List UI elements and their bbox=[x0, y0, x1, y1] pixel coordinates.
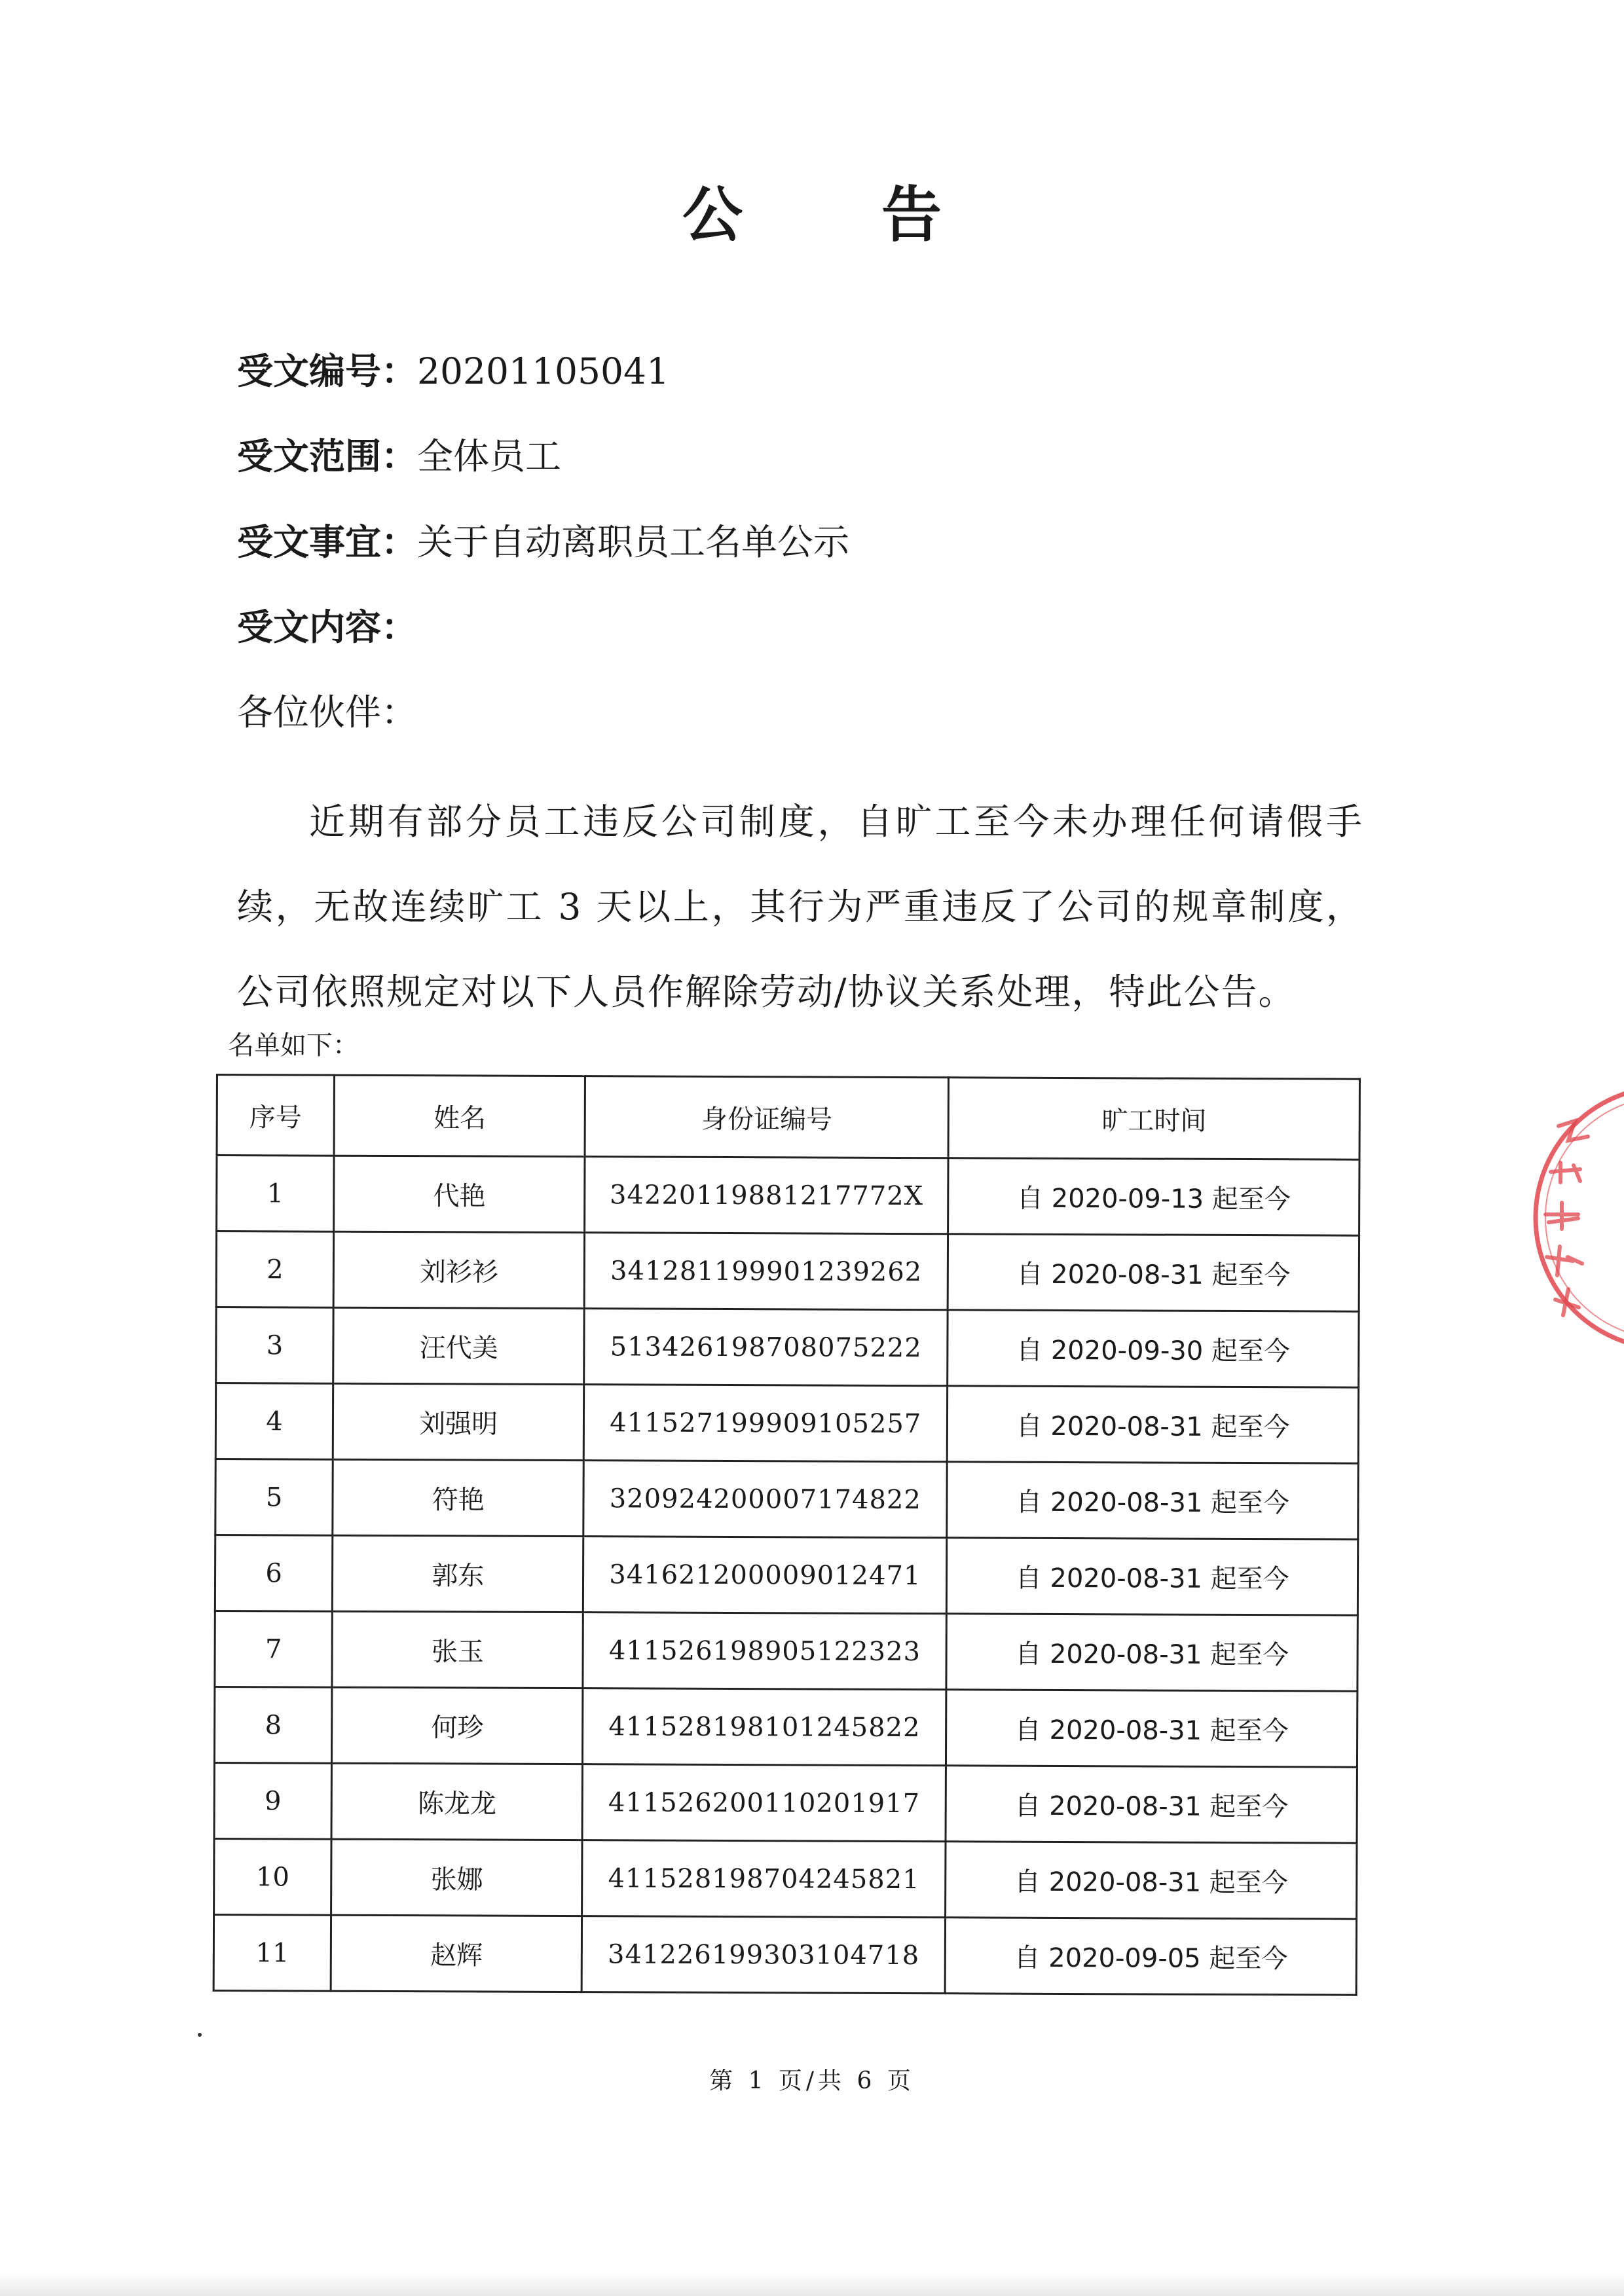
row-absence-time: 自 2020-08-31 起至今 bbox=[948, 1234, 1359, 1311]
table-header-row bbox=[217, 1075, 1359, 1160]
row-id-number: 341226199303104718 bbox=[581, 1916, 945, 1994]
header-name: 姓名 bbox=[334, 1075, 585, 1156]
row-seq: 11 bbox=[213, 1914, 331, 1991]
row-name: 刘强明 bbox=[333, 1383, 584, 1460]
row-seq: 9 bbox=[214, 1762, 332, 1839]
row-name: 陈龙龙 bbox=[331, 1763, 583, 1840]
table-row bbox=[214, 1762, 1357, 1843]
table-row bbox=[214, 1686, 1357, 1767]
row-absence-time: 自 2020-08-31 起至今 bbox=[946, 1690, 1357, 1767]
employee-table bbox=[213, 1074, 1361, 1996]
row-id-number: 411528198101245822 bbox=[583, 1688, 946, 1766]
row-seq: 1 bbox=[217, 1156, 335, 1232]
subject-value: 关于自动离职员工名单公示 bbox=[417, 521, 850, 563]
table-row bbox=[216, 1231, 1359, 1312]
row-name: 赵辉 bbox=[331, 1915, 582, 1992]
row-name: 代艳 bbox=[334, 1156, 585, 1232]
row-absence-time: 自 2020-08-31 起至今 bbox=[946, 1842, 1357, 1919]
table-row bbox=[215, 1611, 1357, 1691]
row-absence-time: 自 2020-08-31 起至今 bbox=[946, 1614, 1357, 1691]
row-absence-time: 自 2020-09-30 起至今 bbox=[948, 1310, 1359, 1387]
row-id-number: 411527199909105257 bbox=[584, 1385, 948, 1462]
page-title: 公 告 bbox=[682, 180, 1001, 250]
page-footer: 第 1 页/共 6 页 bbox=[709, 2068, 915, 2094]
row-absence-time: 自 2020-09-05 起至今 bbox=[945, 1918, 1356, 1995]
subject-field bbox=[237, 519, 849, 565]
seal-stamp-icon bbox=[1526, 1074, 1624, 1362]
row-seq: 8 bbox=[214, 1686, 332, 1763]
row-id-number: 341281199901239262 bbox=[584, 1233, 948, 1310]
stray-dot bbox=[198, 2033, 202, 2037]
row-seq: 4 bbox=[215, 1383, 333, 1460]
header-id: 身份证编号 bbox=[585, 1076, 948, 1158]
row-absence-time: 自 2020-09-13 起至今 bbox=[948, 1158, 1359, 1235]
greeting: 各位伙伴： bbox=[237, 691, 418, 733]
row-seq: 3 bbox=[216, 1307, 334, 1384]
subject-label: 受文事宜： bbox=[237, 521, 418, 563]
content-field bbox=[237, 604, 417, 650]
scope-label: 受文范围： bbox=[237, 435, 418, 477]
header-seq: 序号 bbox=[217, 1075, 335, 1156]
row-seq: 6 bbox=[215, 1535, 333, 1612]
company-seal bbox=[1526, 1074, 1624, 1362]
doc-number-value: 20201105041 bbox=[417, 350, 669, 392]
doc-number-label: 受文编号： bbox=[237, 350, 418, 392]
scope-value: 全体员工 bbox=[417, 435, 562, 477]
table-row bbox=[213, 1914, 1356, 1995]
table-body bbox=[213, 1156, 1359, 1995]
row-name: 张娜 bbox=[331, 1839, 583, 1916]
row-id-number: 34220119881217772X bbox=[585, 1157, 948, 1234]
table-row bbox=[215, 1383, 1358, 1464]
row-seq: 2 bbox=[216, 1231, 334, 1308]
scan-edge bbox=[0, 2272, 1624, 2296]
row-name: 汪代美 bbox=[333, 1307, 585, 1384]
row-seq: 7 bbox=[215, 1611, 333, 1687]
row-name: 郭东 bbox=[333, 1535, 584, 1612]
row-id-number: 513426198708075222 bbox=[584, 1309, 948, 1386]
scope-field bbox=[237, 433, 561, 479]
list-label: 名单如下： bbox=[228, 1030, 359, 1061]
row-name: 符艳 bbox=[333, 1459, 584, 1536]
table-row bbox=[215, 1535, 1357, 1616]
row-absence-time: 自 2020-08-31 起至今 bbox=[946, 1766, 1357, 1843]
table-row bbox=[214, 1838, 1357, 1919]
row-absence-time: 自 2020-08-31 起至今 bbox=[947, 1462, 1358, 1539]
row-seq: 5 bbox=[215, 1459, 333, 1536]
row-id-number: 320924200007174822 bbox=[583, 1461, 947, 1538]
doc-number-field bbox=[237, 348, 669, 394]
body-paragraph: 近期有部分员工违反公司制度，自旷工至今未办理任何请假手续，无故连续旷工 3 天以上，其行为严重违反了公司的规章制度，公司依照规定对以下人员作解除劳动/协议关系处理，特此公告。 bbox=[237, 801, 1363, 1013]
table-row bbox=[217, 1156, 1359, 1236]
row-id-number: 411526198905122323 bbox=[583, 1613, 946, 1690]
table-row bbox=[216, 1307, 1359, 1388]
row-id-number: 411526200110201917 bbox=[582, 1764, 946, 1842]
row-name: 张玉 bbox=[332, 1611, 583, 1688]
row-id-number: 411528198704245821 bbox=[582, 1840, 946, 1918]
row-name: 刘衫衫 bbox=[333, 1231, 585, 1308]
row-name: 何珍 bbox=[332, 1687, 583, 1764]
row-absence-time: 自 2020-08-31 起至今 bbox=[947, 1538, 1358, 1615]
row-id-number: 341621200009012471 bbox=[583, 1537, 947, 1614]
table-row bbox=[215, 1459, 1358, 1540]
row-absence-time: 自 2020-08-31 起至今 bbox=[948, 1386, 1359, 1463]
content-label: 受文内容： bbox=[237, 606, 418, 648]
header-absence: 旷工时间 bbox=[948, 1078, 1359, 1159]
row-seq: 10 bbox=[214, 1838, 332, 1915]
